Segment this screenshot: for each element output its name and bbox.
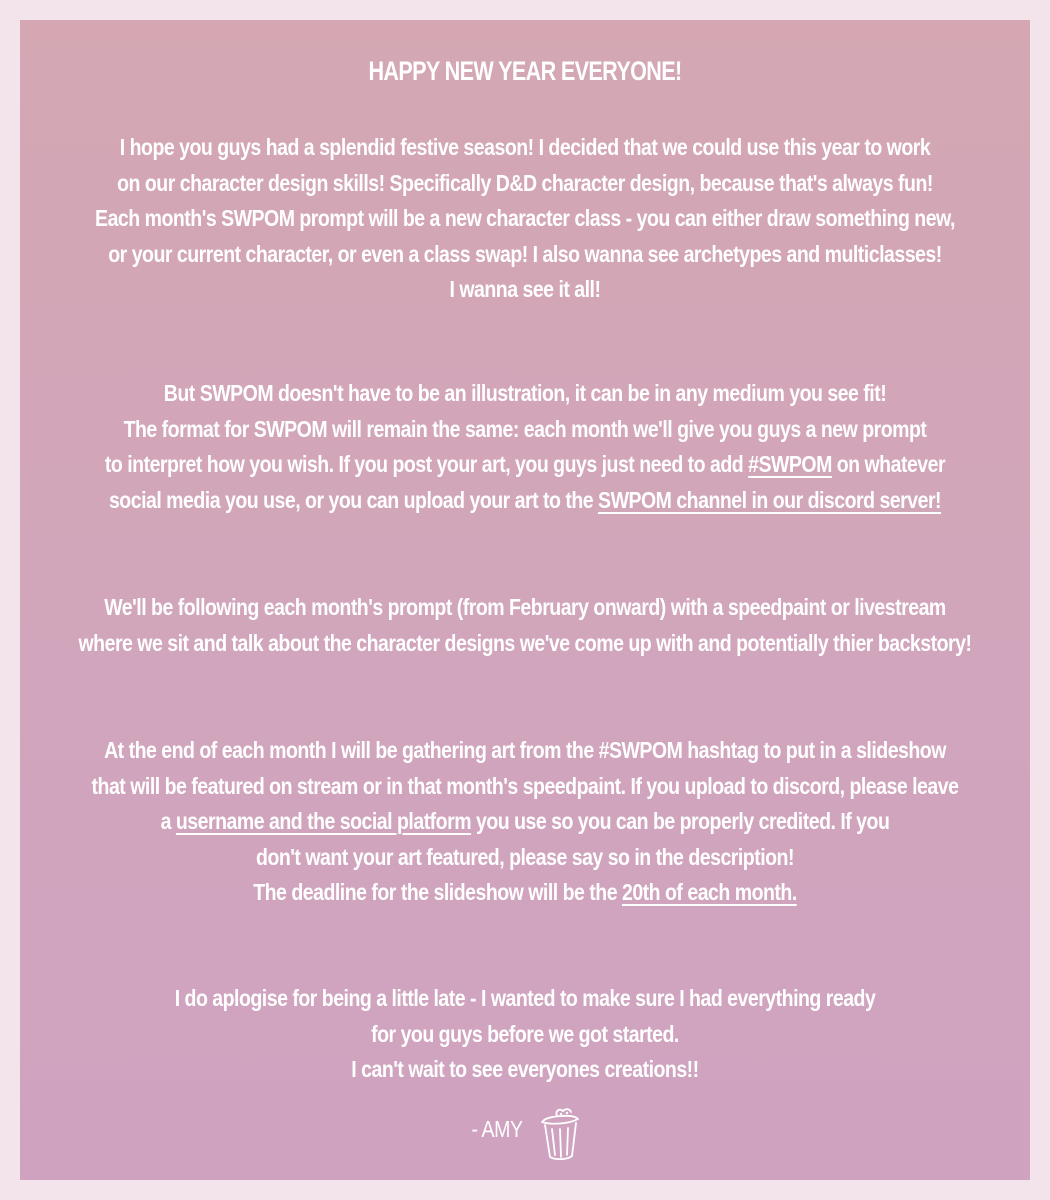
trash-bin-icon (537, 1103, 583, 1163)
intro-paragraph (56, 130, 994, 308)
text-segment: a (160, 808, 176, 835)
text-segment: The deadline for the slideshow will be the (253, 879, 622, 906)
page-title: HAPPY NEW YEAR EVERYONE! (368, 56, 682, 86)
signature (20, 1103, 1030, 1167)
text-segment: on whatever (831, 451, 946, 478)
text-line: I hope you guys had a splendid festive season! I decided that we could use this year to work (119, 134, 931, 160)
text-segment: you use so you can be properly credited. If you (471, 808, 890, 835)
text-line (56, 483, 994, 519)
slideshow-paragraph (56, 733, 994, 911)
credit-info-emphasis: username and the social platform (175, 808, 472, 835)
apology-paragraph (56, 981, 994, 1088)
text-line (56, 447, 994, 483)
text-line: don't want your art featured, please say so in the description! (256, 843, 794, 870)
text-line: At the end of each month I will be gathering art from the #SWPOM hashtag to put in a slideshow (104, 737, 946, 763)
discord-channel-link[interactable]: SWPOM channel in our discord server! (598, 486, 942, 513)
text-line: We'll be following each month's prompt (from February onward) with a speedpaint or livestream (104, 594, 946, 620)
text-line (56, 804, 994, 840)
text-line: I can't wait to see everyones creations!! (351, 1056, 699, 1083)
text-line: on our character design skills! Specifically D&D character design, because that's always fun! (117, 169, 933, 196)
text-line: I do aplogise for being a little late - I wanted to make sure I had everything ready (174, 985, 876, 1011)
text-line: The format for SWPOM will remain the same: each month we'll give you guys a new prompt (123, 415, 927, 442)
deadline-emphasis: 20th of each month. (621, 879, 797, 906)
format-paragraph (56, 376, 994, 518)
text-segment: social media you use, or you can upload your art to the (108, 486, 599, 513)
text-line: Each month's SWPOM prompt will be a new character class - you can either draw something new, (95, 205, 955, 232)
text-line (56, 875, 994, 911)
speedpaint-paragraph (56, 590, 994, 661)
announcement-card (20, 20, 1030, 1180)
text-line: But SWPOM doesn't have to be an illustration, it can be in any medium you see fit! (163, 380, 887, 406)
hashtag-link[interactable]: #SWPOM (748, 451, 832, 478)
text-segment: to interpret how you wish. If you post your art, you guys just need to add (104, 451, 749, 478)
signature-text: - AMY (471, 1115, 523, 1142)
text-line: or your current character, or even a class swap! I also wanna see archetypes and multiclasses! (108, 240, 942, 267)
text-line: I wanna see it all! (449, 276, 601, 303)
text-line: for you guys before we got started. (371, 1020, 679, 1047)
text-line: where we sit and talk about the character designs we've come up with and potentially thier backstory! (78, 629, 972, 656)
text-line: that will be featured on stream or in that month's speedpaint. If you upload to discord, please leave (91, 772, 959, 799)
